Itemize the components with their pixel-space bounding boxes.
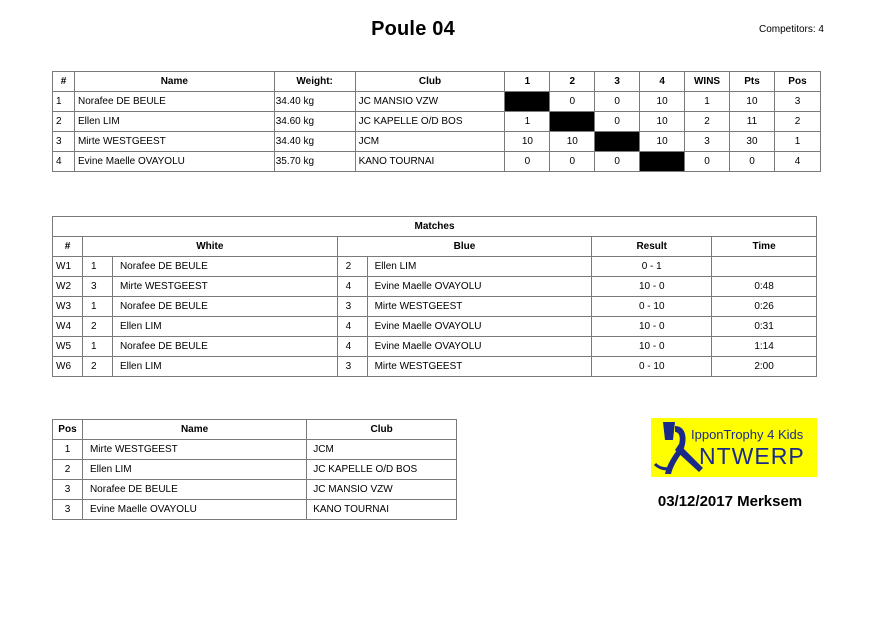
event-logo	[651, 418, 817, 477]
matches-col-blue: Blue	[337, 237, 592, 257]
pool-col-3: 3	[595, 72, 640, 92]
page-title: Poule 04	[371, 18, 455, 40]
match-blue-num: 4	[337, 337, 367, 357]
final-pos: 3	[53, 480, 83, 500]
pool-score: 10	[505, 132, 550, 152]
pool-pts: 30	[730, 132, 775, 152]
match-white-num: 3	[82, 277, 112, 297]
final-pos: 2	[53, 460, 83, 480]
match-blue-name: Mirte WESTGEEST	[367, 357, 592, 377]
final-pos: 3	[53, 500, 83, 520]
final-col-club: Club	[307, 420, 457, 440]
pool-num: 4	[53, 152, 75, 172]
competitors-count: Competitors: 4	[758, 24, 824, 35]
pool-weight: 34.40 kg	[274, 132, 355, 152]
pool-score: 1	[505, 112, 550, 132]
match-result: 10 - 0	[592, 277, 712, 297]
final-name: Norafee DE BEULE	[82, 480, 306, 500]
match-blue-name: Evine Maelle OVAYOLU	[367, 277, 592, 297]
match-white-num: 1	[82, 297, 112, 317]
match-white-name: Norafee DE BEULE	[112, 337, 337, 357]
final-name: Evine Maelle OVAYOLU	[82, 500, 306, 520]
matches-col-time: Time	[712, 237, 817, 257]
pool-score: 0	[595, 112, 640, 132]
match-time	[712, 257, 817, 277]
pool-score-self	[640, 152, 685, 172]
logo-line1: IpponTrophy 4 Kids	[691, 427, 804, 442]
matches-title-row	[53, 217, 817, 237]
match-blue-name: Ellen LIM	[367, 257, 592, 277]
pool-score-self	[595, 132, 640, 152]
pool-score: 0	[595, 152, 640, 172]
match-result: 0 - 10	[592, 297, 712, 317]
match-time: 0:31	[712, 317, 817, 337]
pool-score: 10	[640, 112, 685, 132]
match-blue-num: 2	[337, 257, 367, 277]
match-white-num: 1	[82, 257, 112, 277]
table-row	[53, 440, 457, 460]
match-white-num: 2	[82, 357, 112, 377]
event-date: 03/12/2017 Merksem	[657, 493, 803, 510]
pool-score: 0	[595, 92, 640, 112]
match-id: W2	[53, 277, 83, 297]
match-blue-name: Evine Maelle OVAYOLU	[367, 317, 592, 337]
match-blue-num: 3	[337, 357, 367, 377]
table-row	[53, 500, 457, 520]
pool-pts: 11	[730, 112, 775, 132]
pool-club: KANO TOURNAI	[355, 152, 505, 172]
table-row	[53, 257, 817, 277]
match-white-name: Ellen LIM	[112, 357, 337, 377]
match-id: W5	[53, 337, 83, 357]
pool-weight: 34.40 kg	[274, 92, 355, 112]
match-time: 0:26	[712, 297, 817, 317]
pool-wins: 2	[685, 112, 730, 132]
logo-line2: NTWERP	[699, 443, 805, 469]
final-col-name: Name	[82, 420, 306, 440]
table-row	[53, 337, 817, 357]
pool-col-pts: Pts	[730, 72, 775, 92]
pool-col-name: Name	[74, 72, 274, 92]
match-blue-name: Evine Maelle OVAYOLU	[367, 337, 592, 357]
pool-score: 10	[550, 132, 595, 152]
match-white-name: Norafee DE BEULE	[112, 297, 337, 317]
pool-name: Norafee DE BEULE	[74, 92, 274, 112]
table-row	[53, 92, 821, 112]
table-row	[53, 132, 821, 152]
pool-wins: 0	[685, 152, 730, 172]
pool-col-weight: Weight:	[274, 72, 355, 92]
final-club: JC MANSIO VZW	[307, 480, 457, 500]
pool-weight: 34.60 kg	[274, 112, 355, 132]
final-ranking-table	[52, 419, 457, 520]
pool-num: 2	[53, 112, 75, 132]
pool-pts: 0	[730, 152, 775, 172]
table-row	[53, 277, 817, 297]
matches-col-white: White	[82, 237, 337, 257]
pool-pts: 10	[730, 92, 775, 112]
match-time: 0:48	[712, 277, 817, 297]
table-row	[53, 317, 817, 337]
pool-score-self	[550, 112, 595, 132]
pool-score: 0	[505, 152, 550, 172]
match-id: W6	[53, 357, 83, 377]
pool-col-num: #	[53, 72, 75, 92]
table-row	[53, 357, 817, 377]
matches-col-result: Result	[592, 237, 712, 257]
pool-name: Mirte WESTGEEST	[74, 132, 274, 152]
pool-col-2: 2	[550, 72, 595, 92]
match-result: 0 - 10	[592, 357, 712, 377]
matches-header-row	[53, 237, 817, 257]
final-name: Ellen LIM	[82, 460, 306, 480]
final-club: JCM	[307, 440, 457, 460]
table-row	[53, 112, 821, 132]
match-blue-num: 3	[337, 297, 367, 317]
match-id: W4	[53, 317, 83, 337]
match-result: 10 - 0	[592, 337, 712, 357]
final-name: Mirte WESTGEEST	[82, 440, 306, 460]
table-row	[53, 460, 457, 480]
pool-header-row	[53, 72, 821, 92]
pool-num: 1	[53, 92, 75, 112]
match-id: W3	[53, 297, 83, 317]
final-club: JC KAPELLE O/D BOS	[307, 460, 457, 480]
match-blue-num: 4	[337, 277, 367, 297]
table-row	[53, 297, 817, 317]
pool-club: JC KAPELLE O/D BOS	[355, 112, 505, 132]
pool-pos: 2	[774, 112, 820, 132]
pool-club: JCM	[355, 132, 505, 152]
pool-score: 0	[550, 92, 595, 112]
pool-name: Evine Maelle OVAYOLU	[74, 152, 274, 172]
match-id: W1	[53, 257, 83, 277]
pool-num: 3	[53, 132, 75, 152]
pool-col-4: 4	[640, 72, 685, 92]
match-result: 10 - 0	[592, 317, 712, 337]
pool-col-pos: Pos	[774, 72, 820, 92]
matches-table	[52, 216, 817, 377]
match-result: 0 - 1	[592, 257, 712, 277]
match-time: 2:00	[712, 357, 817, 377]
match-blue-num: 4	[337, 317, 367, 337]
pool-wins: 3	[685, 132, 730, 152]
final-pos: 1	[53, 440, 83, 460]
matches-col-num: #	[53, 237, 83, 257]
pool-name: Ellen LIM	[74, 112, 274, 132]
pool-club: JC MANSIO VZW	[355, 92, 505, 112]
pool-score: 10	[640, 92, 685, 112]
pool-table	[52, 71, 821, 172]
matches-title: Matches	[53, 217, 817, 237]
match-time: 1:14	[712, 337, 817, 357]
final-col-pos: Pos	[53, 420, 83, 440]
match-white-name: Mirte WESTGEEST	[112, 277, 337, 297]
match-white-num: 2	[82, 317, 112, 337]
pool-score: 0	[550, 152, 595, 172]
table-row	[53, 480, 457, 500]
pool-col-club: Club	[355, 72, 505, 92]
pool-score-self	[505, 92, 550, 112]
match-blue-name: Mirte WESTGEEST	[367, 297, 592, 317]
match-white-num: 1	[82, 337, 112, 357]
match-white-name: Ellen LIM	[112, 317, 337, 337]
pool-wins: 1	[685, 92, 730, 112]
final-club: KANO TOURNAI	[307, 500, 457, 520]
pool-score: 10	[640, 132, 685, 152]
pool-pos: 1	[774, 132, 820, 152]
pool-pos: 3	[774, 92, 820, 112]
table-row	[53, 152, 821, 172]
pool-pos: 4	[774, 152, 820, 172]
match-white-name: Norafee DE BEULE	[112, 257, 337, 277]
final-header-row	[53, 420, 457, 440]
pool-col-1: 1	[505, 72, 550, 92]
pool-weight: 35.70 kg	[274, 152, 355, 172]
pool-col-wins: WINS	[685, 72, 730, 92]
